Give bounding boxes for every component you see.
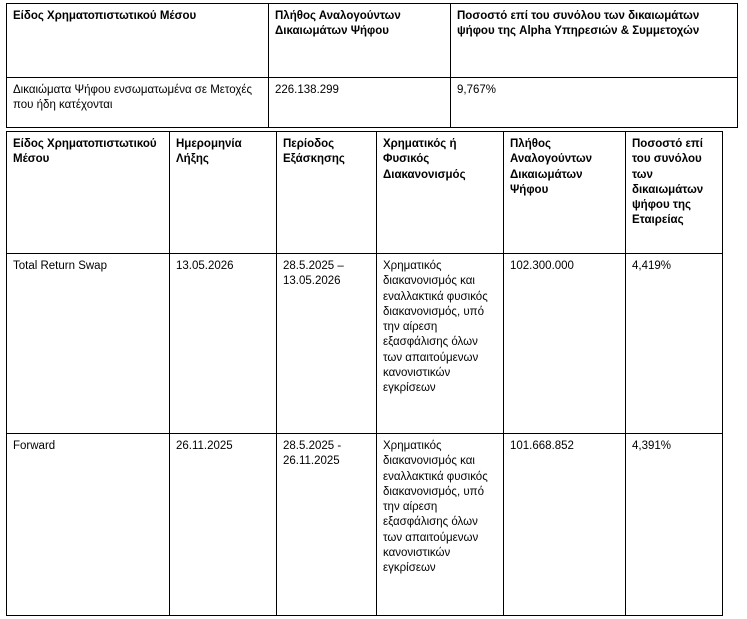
- column-header-settlement-type: Χρηματικός ή Φυσικός Διακανονισμός: [377, 132, 504, 254]
- cell-exercise-period: 28.5.2025 - 26.11.2025: [277, 434, 377, 616]
- cell-voting-rights-percentage: 4,391%: [626, 434, 723, 616]
- financial-instruments-summary-table: [6, 3, 738, 128]
- cell-voting-rights-count: 102.300.000: [504, 254, 626, 434]
- cell-instrument-type: Total Return Swap: [7, 254, 170, 434]
- column-header-voting-rights-percentage: Ποσοστό επί του συνόλου των δικαιωμάτων ψήφου της Alpha Υπηρεσιών & Συμμετοχών: [451, 4, 738, 78]
- cell-voting-rights-percentage: 4,419%: [626, 254, 723, 434]
- financial-instruments-detail-table: [6, 131, 723, 616]
- cell-voting-rights-count: 101.668.852: [504, 434, 626, 616]
- cell-expiry-date: 13.05.2026: [170, 254, 277, 434]
- column-header-voting-rights-count: Πλήθος Αναλογούντων Δικαιωμάτων Ψήφου: [269, 4, 451, 78]
- cell-voting-rights-count: 226.138.299: [269, 78, 451, 128]
- column-header-instrument-type: Είδος Χρηματοπιστωτικού Μέσου: [7, 132, 170, 254]
- column-header-expiry-date: Ημερομηνία Λήξης: [170, 132, 277, 254]
- cell-instrument-type: Δικαιώματα Ψήφου ενσωματωμένα σε Μετοχές που ήδη κατέχονται: [7, 78, 269, 128]
- column-header-instrument-type: Είδος Χρηματοπιστωτικού Μέσου: [7, 4, 269, 78]
- cell-expiry-date: 26.11.2025: [170, 434, 277, 616]
- column-header-voting-rights-count: Πλήθος Αναλογούντων Δικαιωμάτων Ψήφου: [504, 132, 626, 254]
- table-row: [7, 254, 723, 434]
- table-row: [7, 434, 723, 616]
- table-row: [7, 78, 738, 128]
- cell-settlement-type: Χρηματικός διακανονισμός και εναλλακτικά φυσικός διακανονισμός, υπό την αίρεση εξασφάλισης όλων των απαιτούμενων κανονιστικών εγκρίσεων: [377, 434, 504, 616]
- cell-exercise-period: 28.5.2025 – 13.05.2026: [277, 254, 377, 434]
- column-header-voting-rights-percentage: Ποσοστό επί του συνόλου των δικαιωμάτων ψήφου της Εταιρείας: [626, 132, 723, 254]
- column-header-exercise-period: Περίοδος Εξάσκησης: [277, 132, 377, 254]
- cell-instrument-type: Forward: [7, 434, 170, 616]
- table-header-row: [7, 4, 738, 78]
- cell-voting-rights-percentage: 9,767%: [451, 78, 738, 128]
- table-header-row: [7, 132, 723, 254]
- cell-settlement-type: Χρηματικός διακανονισμός και εναλλακτικά φυσικός διακανονισμός, υπό την αίρεση εξασφάλισης όλων των απαιτούμενων κανονιστικών εγκρίσεων: [377, 254, 504, 434]
